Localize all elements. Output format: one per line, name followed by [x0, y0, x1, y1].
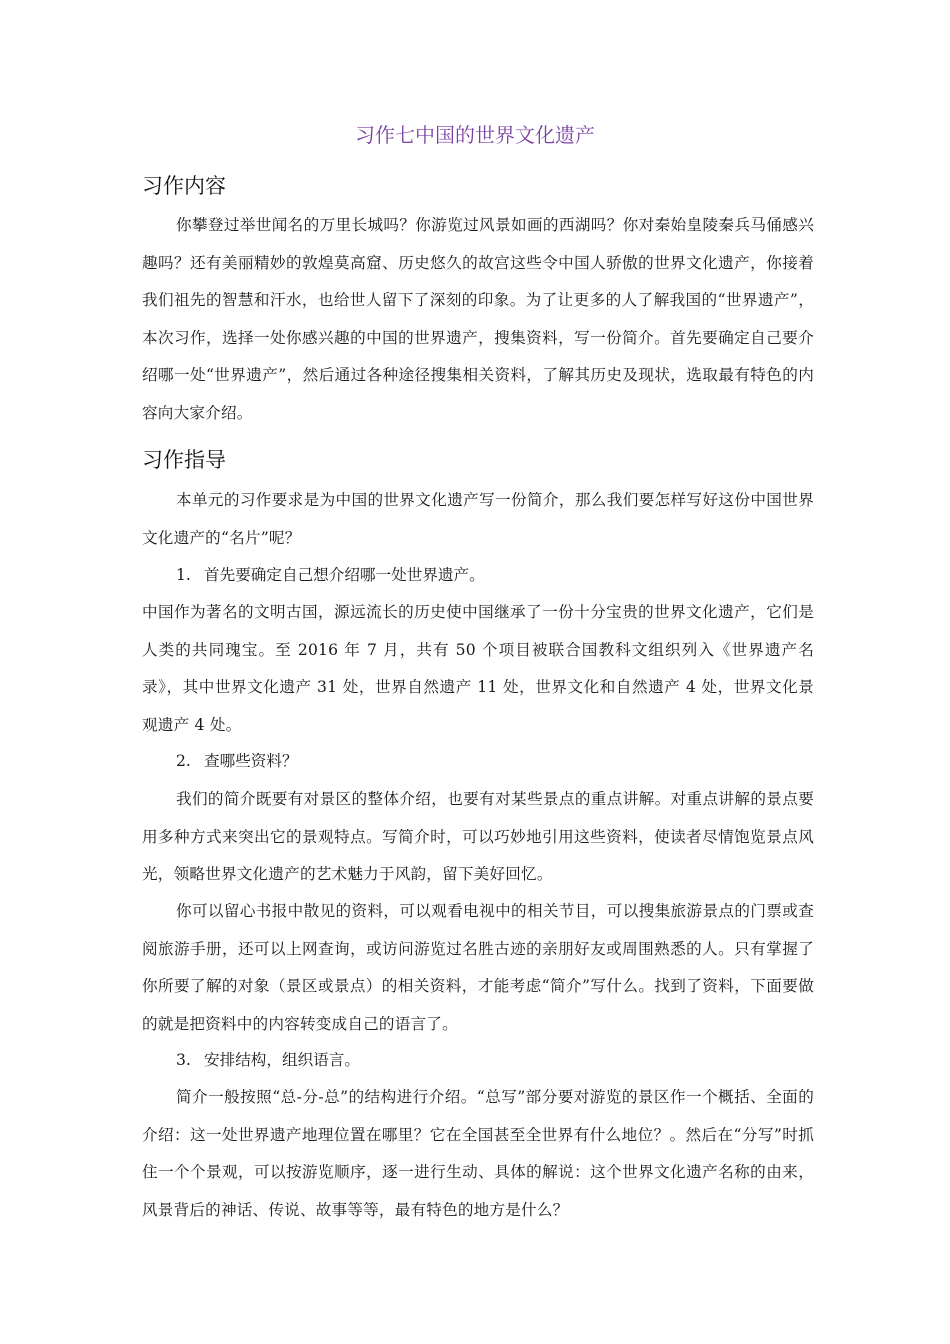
- guidance-item-1-body: 中国作为著名的文明古国，源远流长的历史使中国继承了一份十分宝贵的世界文化遗产，它们是人类的共同瑰宝。至 2016 年 7 月，共有 50 个项目被联合国教科文组织列入《世界遗产名录》，其中世界文化遗产 31 处，世界自然遗产 11 处，世界文化和自然遗产 4 处，世界文化景观遗产 4 处。: [142, 603, 814, 734]
- guidance-item-3: [176, 1042, 360, 1080]
- section-heading-guidance: 习作指导: [142, 448, 226, 472]
- section-heading-content: 习作内容: [142, 174, 226, 198]
- guidance-item-2-body-1: 我们的简介既要有对景区的整体介绍，也要有对某些景点的重点讲解。对重点讲解的景点要用多种方式来突出它的景观特点。写简介时，可以巧妙地引用这些资料，使读者尽情饱览景点风光，领略世界文化遗产的艺术魅力于风韵，留下美好回忆。: [142, 790, 814, 884]
- item-text: 安排结构，组织语言。: [204, 1051, 360, 1069]
- item-number: 1.: [176, 566, 191, 584]
- content-paragraph: 你攀登过举世闻名的万里长城吗？你游览过风景如画的西湖吗？你对秦始皇陵秦兵马俑感兴趣吗？还有美丽精妙的敦煌莫高窟、历史悠久的故宫这些令中国人骄傲的世界文化遗产，你接着我们祖先的智慧和汗水，也给世人留下了深刻的印象。为了让更多的人了解我国的“世界遗产”，本次习作，选择一处你感兴趣的中国的世界遗产，搜集资料，写一份简介。首先要确定自己要介绍哪一处“世界遗产”，然后通过各种途径搜集相关资料，了解其历史及现状，选取最有特色的内容向大家介绍。: [142, 216, 814, 422]
- guidance-item-2: [176, 743, 298, 781]
- item-text: 首先要确定自己想介绍哪一处世界遗产。: [204, 566, 485, 584]
- item-number: 2.: [176, 752, 191, 770]
- guidance-item-1: [176, 557, 485, 595]
- guidance-intro-paragraph: 本单元的习作要求是为中国的世界文化遗产写一份简介，那么我们要怎样写好这份中国世界文化遗产的“名片”呢？: [142, 491, 814, 547]
- guidance-item-3-body: 简介一般按照“总-分-总”的结构进行介绍。“总写”部分要对游览的景区作一个概括、全面的介绍：这一处世界遗产地理位置在哪里？它在全国甚至全世界有什么地位？。然后在“分写”时抓住一个个景观，可以按游览顺序，逐一进行生动、具体的解说：这个世界文化遗产名称的由来，风景背后的神话、传说、故事等等，最有特色的地方是什么？: [142, 1088, 814, 1219]
- guidance-item-2-body-2: 你可以留心书报中散见的资料，可以观看电视中的相关节目，可以搜集旅游景点的门票或查阅旅游手册，还可以上网查询，或访问游览过名胜古迹的亲朋好友或周围熟悉的人。只有掌握了你所要了解的对象（景区或景点）的相关资料，才能考虑“简介”写什么。找到了资料，下面要做的就是把资料中的内容转变成自己的语言了。: [142, 902, 814, 1033]
- item-number: 3.: [176, 1051, 191, 1069]
- item-text: 查哪些资料？: [204, 752, 298, 770]
- document-title: 习作七中国的世界文化遗产: [355, 123, 595, 147]
